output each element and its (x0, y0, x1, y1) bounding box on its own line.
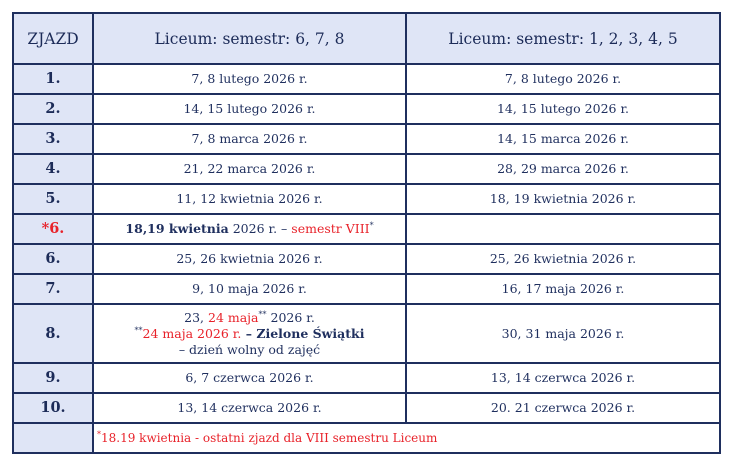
date-cell-12345-empty (406, 214, 720, 244)
date-cell-12345: 18, 19 kwietnia 2026 r. (406, 184, 720, 214)
date-cell-12345: 25, 26 kwietnia 2026 r. (406, 244, 720, 274)
date-cell-678: 9, 10 maja 2026 r. (93, 274, 406, 304)
date-cell-678-holiday (93, 304, 406, 363)
row-number: 1. (13, 64, 93, 94)
date-cell-12345: 16, 17 maja 2026 r. (406, 274, 720, 304)
special-date-rest: 2026 r. – (228, 221, 292, 236)
date-cell-678-special (93, 214, 406, 244)
date-cell-678: 13, 14 czerwca 2026 r. (93, 393, 406, 423)
header-semestr-12345: Liceum: semestr: 1, 2, 3, 4, 5 (406, 13, 720, 64)
row-number: 2. (13, 94, 93, 124)
date-cell-678: 25, 26 kwietnia 2026 r. (93, 244, 406, 274)
footnote-text: *18.19 kwietnia - ostatni zjazd dla VIII semestru Liceum (93, 423, 720, 453)
table-row (13, 304, 720, 363)
table-row (13, 363, 720, 393)
row-number: 8. (13, 304, 93, 363)
date-cell-678: 21, 22 marca 2026 r. (93, 154, 406, 184)
table-row (13, 124, 720, 154)
row-number: 4. (13, 154, 93, 184)
date-cell-12345: 7, 8 lutego 2026 r. (406, 64, 720, 94)
row-number: 3. (13, 124, 93, 154)
table-row (13, 64, 720, 94)
date-cell-12345: 30, 31 maja 2026 r. (406, 304, 720, 363)
date-cell-678: 11, 12 kwietnia 2026 r. (93, 184, 406, 214)
row-number-special: *6. (13, 214, 93, 244)
date-cell-678: 6, 7 czerwca 2026 r. (93, 363, 406, 393)
date-cell-678: 14, 15 lutego 2026 r. (93, 94, 406, 124)
row-number: 7. (13, 274, 93, 304)
date-cell-678: 7, 8 marca 2026 r. (93, 124, 406, 154)
holiday-line-1: 23, 24 maja** 2026 r. (184, 309, 315, 325)
table-row-special (13, 214, 720, 244)
header-zjazd: ZJAZD (13, 13, 93, 64)
date-cell-12345: 14, 15 lutego 2026 r. (406, 94, 720, 124)
special-date-bold: 18,19 kwietnia (125, 221, 229, 236)
row-number: 10. (13, 393, 93, 423)
schedule-table (12, 12, 721, 454)
schedule-table-container (12, 12, 721, 454)
row-number: 6. (13, 244, 93, 274)
table-row (13, 184, 720, 214)
footnote-row (13, 423, 720, 453)
table-row (13, 274, 720, 304)
footnote-marker: * (369, 220, 374, 230)
special-semester-label: semestr VIII (291, 221, 370, 236)
header-semestr-678: Liceum: semestr: 6, 7, 8 (93, 13, 406, 64)
table-row (13, 154, 720, 184)
date-cell-12345: 28, 29 marca 2026 r. (406, 154, 720, 184)
row-number: 5. (13, 184, 93, 214)
table-row (13, 244, 720, 274)
date-cell-678: 7, 8 lutego 2026 r. (93, 64, 406, 94)
table-row (13, 393, 720, 423)
date-cell-12345: 20. 21 czerwca 2026 r. (406, 393, 720, 423)
date-cell-12345: 13, 14 czerwca 2026 r. (406, 363, 720, 393)
footnote-empty-cell (13, 423, 93, 453)
table-row (13, 94, 720, 124)
holiday-line-3: – dzień wolny od zajęć (178, 341, 321, 357)
row-number: 9. (13, 363, 93, 393)
holiday-line-2: **24 maja 2026 r. – Zielone Świątki (134, 325, 365, 341)
date-cell-12345: 14, 15 marca 2026 r. (406, 124, 720, 154)
table-header-row (13, 13, 720, 64)
